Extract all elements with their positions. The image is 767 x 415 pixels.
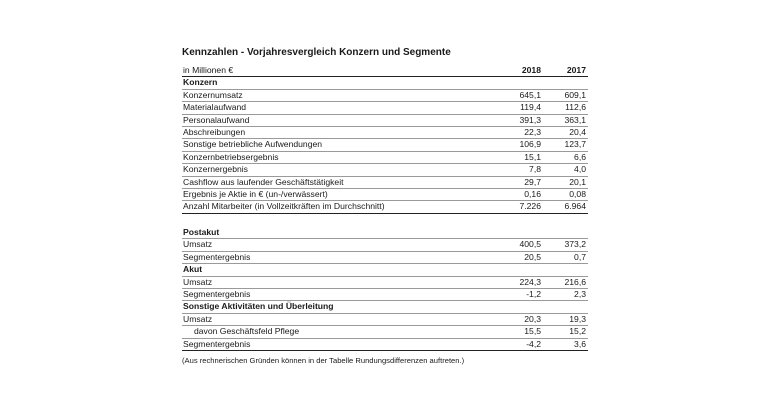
value-2018: 29,7	[498, 176, 543, 188]
table-row	[182, 326, 588, 338]
unit-label: in Millionen €	[182, 65, 498, 77]
table-row	[182, 251, 588, 263]
value-2017: 123,7	[543, 139, 588, 151]
value-2017: 373,2	[543, 239, 588, 251]
spacer-row	[182, 213, 588, 227]
value-2018: -1,2	[498, 288, 543, 300]
value-2018: 106,9	[498, 139, 543, 151]
row-label: Personalaufwand	[182, 114, 498, 126]
value-2017: 4,0	[543, 164, 588, 176]
row-label: Konzernergebnis	[182, 164, 498, 176]
section-heading-row	[182, 301, 588, 313]
value-2017: 6.964	[543, 201, 588, 213]
value-2018: -4,2	[498, 338, 543, 350]
value-2017: 3,6	[543, 338, 588, 350]
value-2018: 400,5	[498, 239, 543, 251]
value-2017: 2,3	[543, 288, 588, 300]
value-2017: 0,08	[543, 189, 588, 201]
row-label: Anzahl Mitarbeiter (in Vollzeitkräften im Durchschnitt)	[182, 201, 498, 213]
table-row	[182, 127, 588, 139]
table-row	[182, 201, 588, 213]
table-row	[182, 102, 588, 114]
value-2017: 363,1	[543, 114, 588, 126]
row-label: Umsatz	[182, 313, 498, 325]
value-2017: 19,3	[543, 313, 588, 325]
value-2017: 20,1	[543, 176, 588, 188]
row-label: Cashflow aus laufender Geschäftstätigkeit	[182, 176, 498, 188]
value-2018: 645,1	[498, 89, 543, 101]
table-row	[182, 114, 588, 126]
row-label: Abschreibungen	[182, 127, 498, 139]
value-2018: 391,3	[498, 114, 543, 126]
section-heading-row	[182, 227, 588, 239]
value-2018: 224,3	[498, 276, 543, 288]
key-figures-table	[182, 65, 588, 351]
section-heading-sonstige: Sonstige Aktivitäten und Überleitung	[182, 301, 588, 313]
value-2017: 20,4	[543, 127, 588, 139]
table-row	[182, 164, 588, 176]
table-header-row	[182, 65, 588, 77]
value-2017: 6,6	[543, 151, 588, 163]
footnote: (Aus rechnerischen Gründen können in der Tabelle Rundungsdifferenzen auftreten.)	[182, 355, 465, 365]
row-label: Sonstige betriebliche Aufwendungen	[182, 139, 498, 151]
row-label: Konzernbetriebsergebnis	[182, 151, 498, 163]
value-2018: 0,16	[498, 189, 543, 201]
value-2018: 20,5	[498, 251, 543, 263]
table-row	[182, 176, 588, 188]
value-2017: 0,7	[543, 251, 588, 263]
table-row	[182, 313, 588, 325]
value-2017: 609,1	[543, 89, 588, 101]
row-label: Umsatz	[182, 276, 498, 288]
value-2018: 22,3	[498, 127, 543, 139]
table-row	[182, 189, 588, 201]
row-label: Umsatz	[182, 239, 498, 251]
value-2017: 112,6	[543, 102, 588, 114]
value-2017: 15,2	[543, 326, 588, 338]
column-header-2018: 2018	[498, 65, 543, 77]
row-label: Segmentergebnis	[182, 338, 498, 350]
table-row	[182, 151, 588, 163]
column-header-2017: 2017	[543, 65, 588, 77]
row-label: Segmentergebnis	[182, 251, 498, 263]
table-row	[182, 89, 588, 101]
value-2018: 20,3	[498, 313, 543, 325]
section-heading-row	[182, 77, 588, 89]
section-heading-akut: Akut	[182, 264, 588, 276]
table-row	[182, 276, 588, 288]
row-label: Ergebnis je Aktie in € (un-/verwässert)	[182, 189, 498, 201]
table-row	[182, 338, 588, 350]
value-2018: 7,8	[498, 164, 543, 176]
table-row	[182, 288, 588, 300]
table-row	[182, 239, 588, 251]
table-row	[182, 139, 588, 151]
value-2018: 15,5	[498, 326, 543, 338]
row-label: Segmentergebnis	[182, 288, 498, 300]
section-heading-row	[182, 264, 588, 276]
row-label: Materialaufwand	[182, 102, 498, 114]
value-2018: 7.226	[498, 201, 543, 213]
value-2018: 119,4	[498, 102, 543, 114]
row-label: davon Geschäftsfeld Pflege	[182, 326, 498, 338]
section-heading-postakut: Postakut	[182, 227, 588, 239]
section-heading-konzern: Konzern	[182, 77, 588, 89]
value-2018: 15,1	[498, 151, 543, 163]
key-figures-document	[182, 46, 588, 365]
row-label: Konzernumsatz	[182, 89, 498, 101]
value-2017: 216,6	[543, 276, 588, 288]
table-title: Kennzahlen - Vorjahresvergleich Konzern und Segmente	[182, 47, 451, 58]
